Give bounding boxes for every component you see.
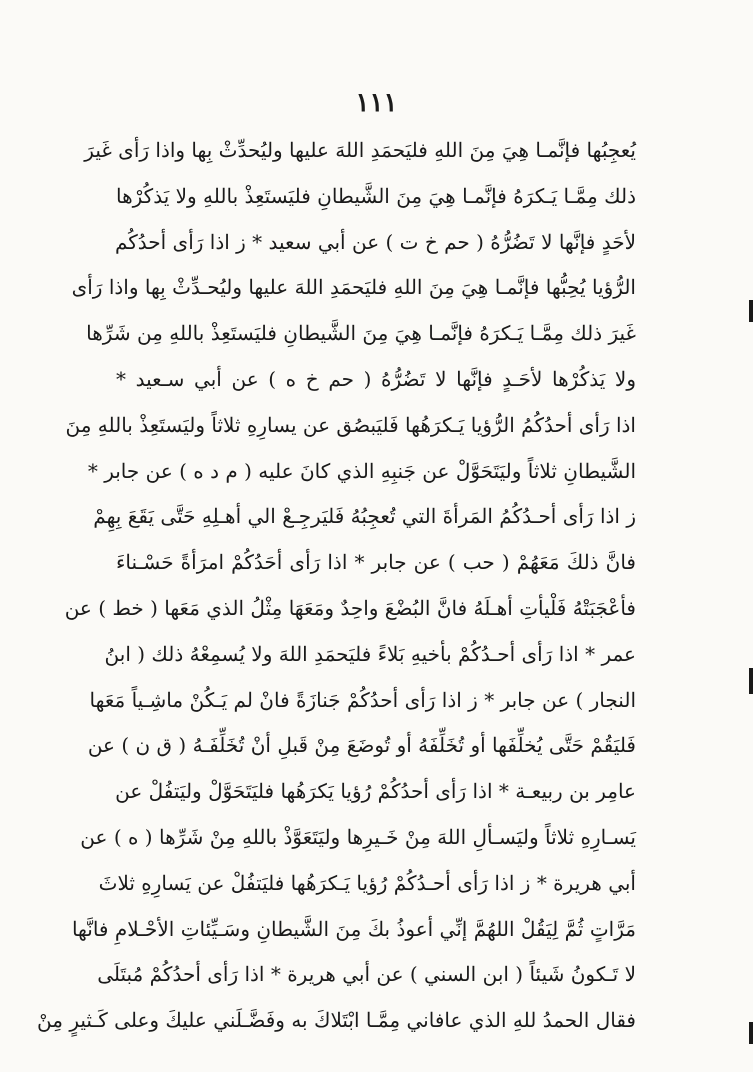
text-line: فَليَقُمْ حَتَّى يُخلِّفَها أو تُخَلِّفَهُ أو تُوضَعَ مِنْ قَبلِ أنْ تُخَلِّفَـهُ ( ق ن ) عن bbox=[87, 733, 636, 758]
page-number: ١١١ bbox=[355, 88, 398, 118]
text-line: فأعْجَبَتْهُ فَلْيأتِ أهـلَهُ فانَّ البُضْعَ واحِدٌ ومَعَهَا مِثْلُ الذي مَعَها ( خط ) عن bbox=[64, 595, 636, 620]
text-line: أبي هريرة * ز اذا رَأى أحـدُكُمْ رُؤيا يَـكرَهُها فليَتفُلْ عن يَسارِهِ ثلاثَ bbox=[98, 870, 636, 895]
text-line: عامِر بن ربيعـة * اذا رَأى أحدُكُمْ رُؤيا يَكرَهُها فليَتَحَوَّلْ وليَتفُلْ عن bbox=[115, 779, 636, 804]
scan-edge-mark bbox=[749, 300, 753, 322]
text-line: لا تَـكونُ شَيئاً ( ابن السني ) عن أبي هريرة * اذا رَأى أحدُكُمْ مُبتَلَى bbox=[97, 962, 636, 987]
text-line: فانَّ ذلكَ مَعَهُمْ ( حب ) عن جابر * اذا رَأى أحَدُكُمْ امرَأةً حَسْـناءَ bbox=[116, 550, 636, 575]
text-line: فقال الحمدُ للهِ الذي عافاني مِمَّـا ابْتَلاكَ به وفَضَّـلَني عليكَ وعلى كَـثيرٍ مِنْ bbox=[37, 1008, 636, 1033]
text-line: ولا يَذكُرْها لأحَـدٍ فإنَّها لا تَضُرُّهُ ( حم خ ه ) عن أبي سـعيد * bbox=[116, 366, 636, 391]
text-line: ذلك مِمَّـا يَـكرَهُ فإنَّمـا هِيَ مِنَ الشَّيطانِ فليَستَعِذْ باللهِ ولا يَذكُرْها bbox=[116, 183, 636, 208]
text-line: يُعجِبُها فإنَّمـا هِيَ مِنَ اللهِ فليَحمَدِ اللهَ عليها وليُحدِّثْ بِها واذا رَأى غَيرَ bbox=[84, 138, 636, 162]
text-line: الرُّؤيا يُحِبُّها فإنَّمـا هِيَ مِنَ اللهِ فليَحمَدِ اللهَ عليها وليُحـدِّثْ بِها واذا رَأى bbox=[71, 275, 636, 300]
text-line: عمر * اذا رَأى أحـدُكُمْ بأخيهِ بَلاءً فليَحمَدِ اللهَ ولا يُسمِعْهُ ذلك ( ابنُ bbox=[104, 641, 636, 666]
scan-edge-mark bbox=[749, 668, 753, 694]
text-line: النجار ) عن جابر * ز اذا رَأى أحدُكُمْ جَنازَةً فانْ لم يَـكُنْ ماشِـياً مَعَها bbox=[89, 687, 636, 712]
text-line: اذا رَأى أحدُكُمُ الرُّؤيا يَـكرَهُها فَليَبصُق عن يسارِهِ ثلاثاً وليَستَعِذْ باللهِ مِنَ bbox=[65, 412, 636, 437]
body-text bbox=[37, 128, 636, 1044]
text-line: لأحَدٍ فإنَّها لا تَضُرُّهُ ( حم خ ت ) عن أبي سعيد * ز اذا رَأى أحدُكُم bbox=[114, 229, 636, 254]
text-line: الشَّيطانِ ثلاثاً وليَتَحَوَّلْ عن جَنبِهِ الذي كانَ عليه ( م د ه ) عن جابر * bbox=[87, 458, 636, 483]
text-line: يَسـارِهِ ثلاثاً وليَسـألِ اللهَ مِنْ خَـيرِها وليَتَعَوَّذْ باللهِ مِنْ شَرِّها ( ه ) عن bbox=[80, 824, 636, 849]
text-line: مَرَّاتٍ ثُمَّ لِيَقُلْ اللهُمَّ إنِّي أعوذُ بكَ مِنَ الشَّيطانِ وسَـيِّئاتِ الأحْـلامِ فانَّها bbox=[71, 916, 636, 941]
scan-edge-mark bbox=[749, 1022, 753, 1044]
text-line: غَيرَ ذلك مِمَّـا يَـكرَهُ فإنَّمـا هِيَ مِنَ الشَّيطانِ فليَستَعِذْ باللهِ مِن شَرِّها bbox=[86, 321, 636, 346]
text-line: ز اذا رَأى أحـدُكُمُ المَرأةَ التي تُعجِبُهُ فَليَرجِـعْ الي أهـلِهِ حَتَّى يَقَعَ بِهِمْ bbox=[93, 504, 636, 529]
